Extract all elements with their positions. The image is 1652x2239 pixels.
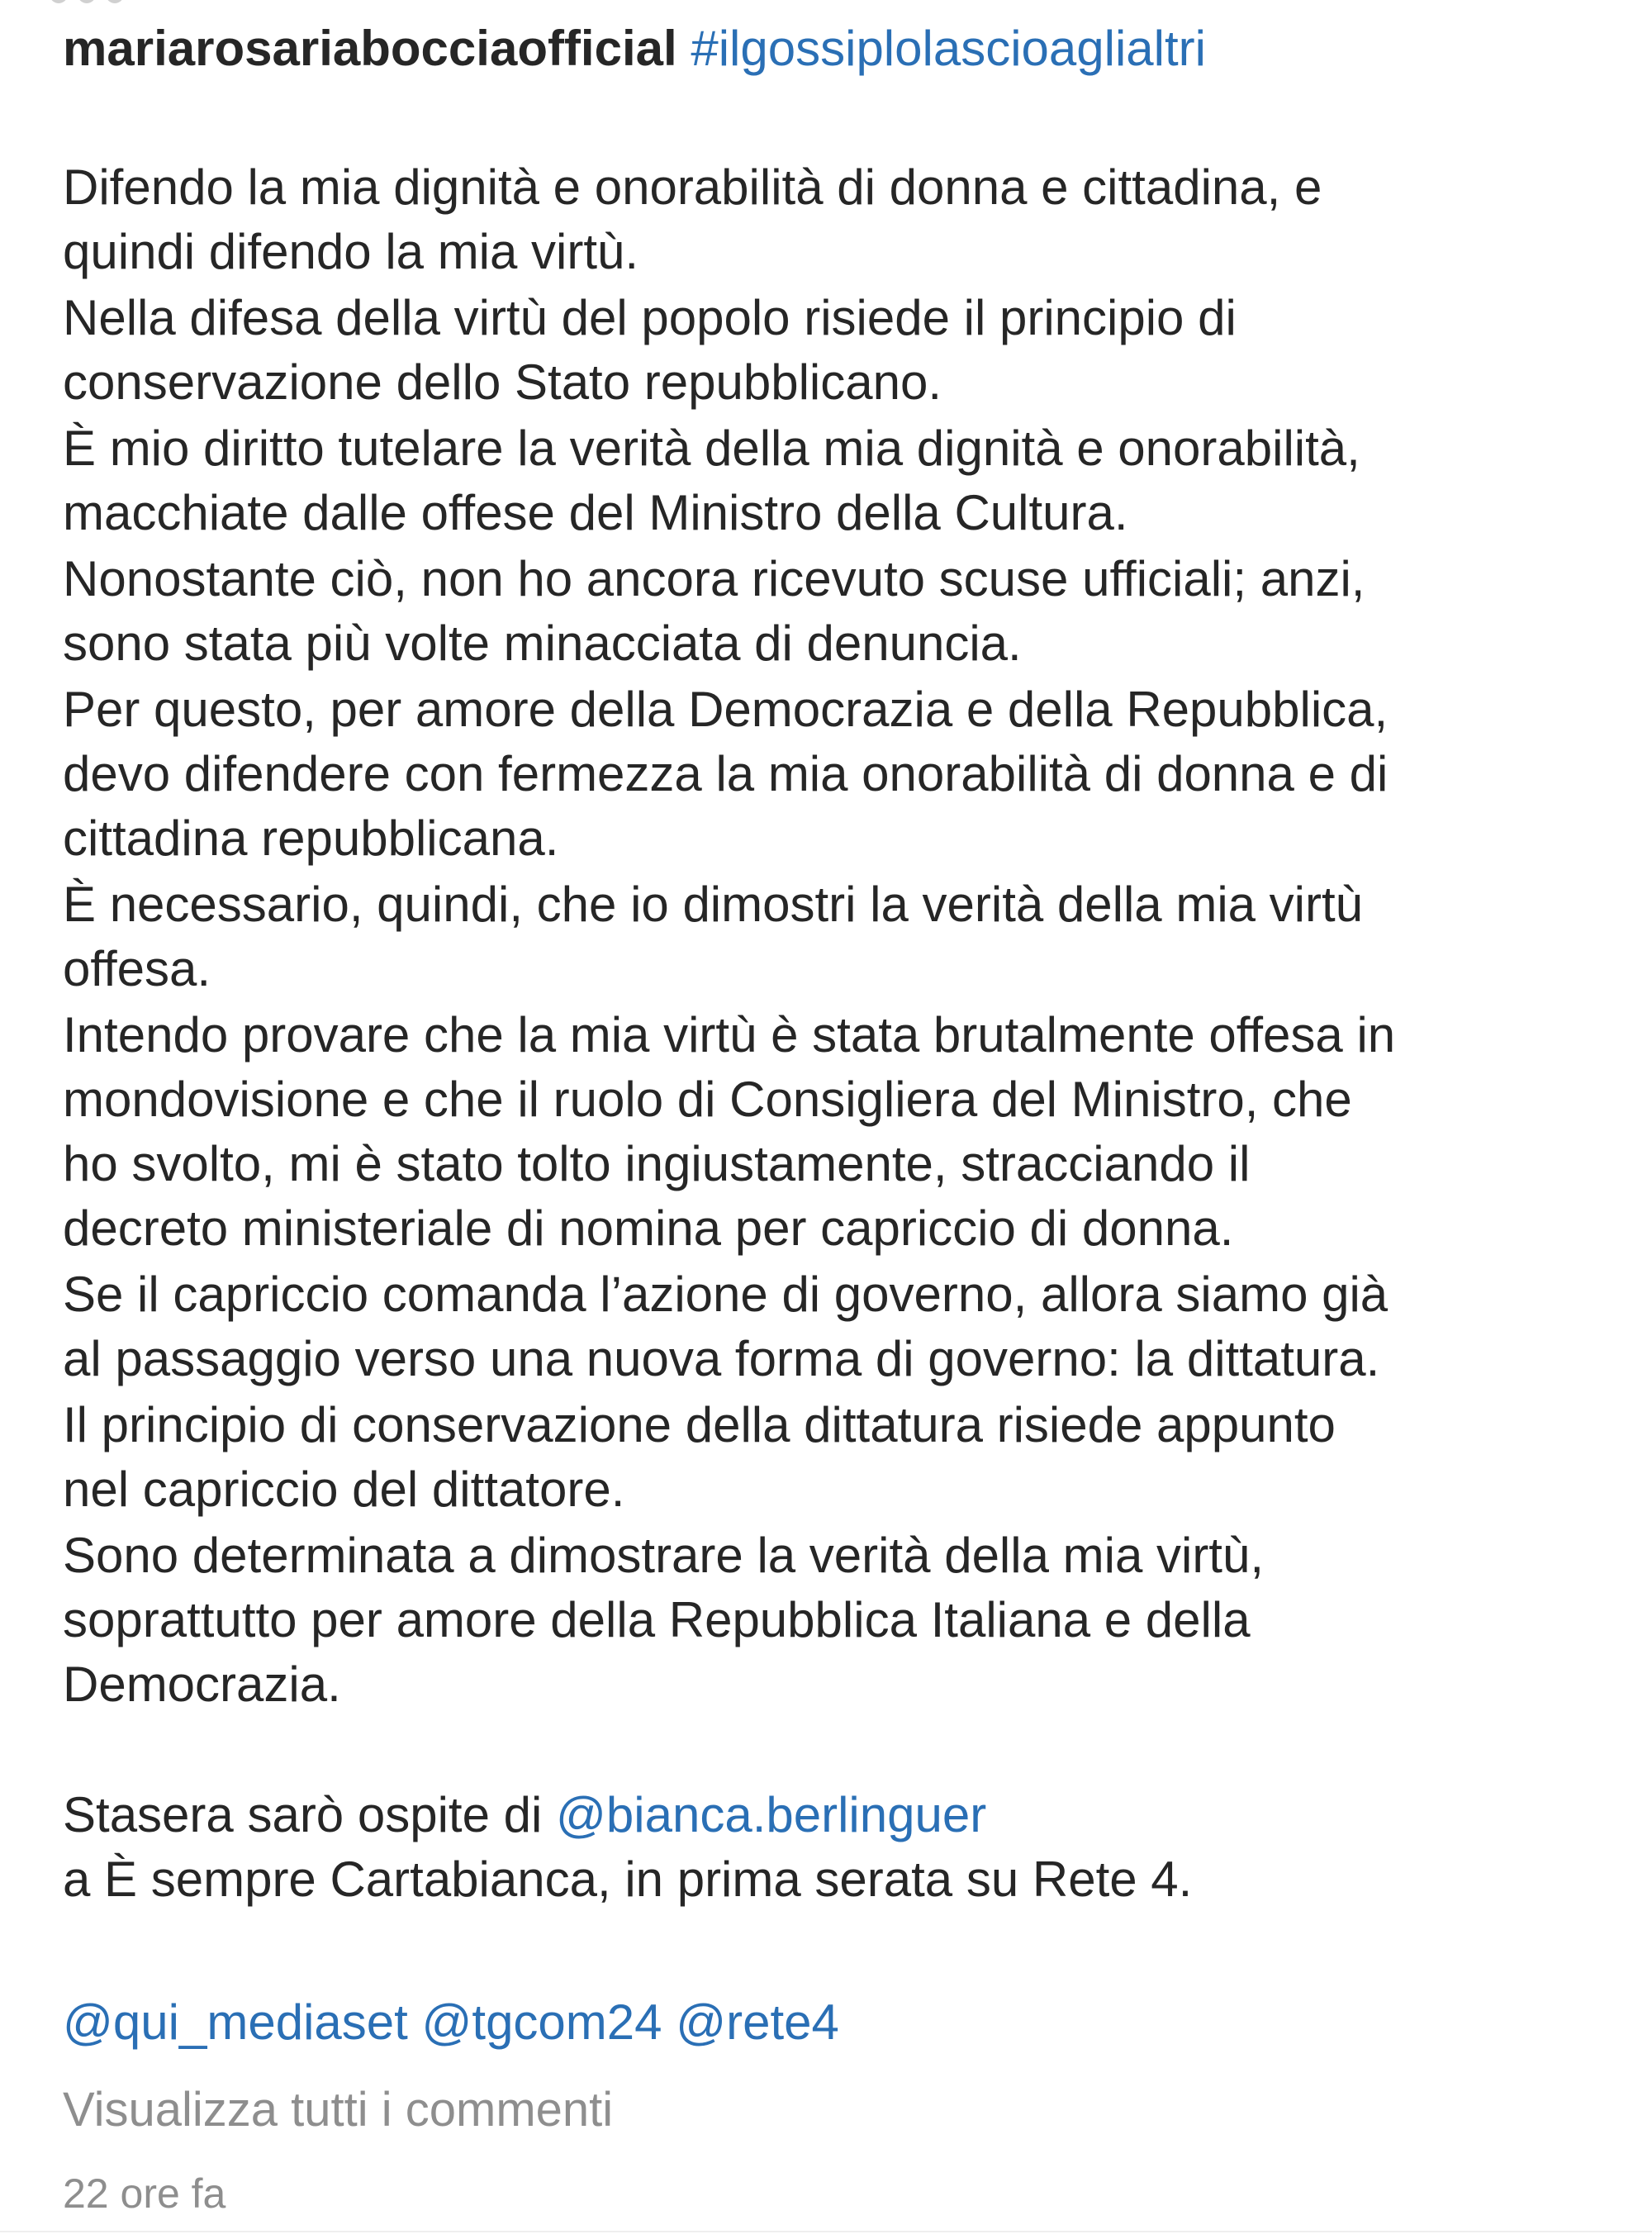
caption-paragraph — [63, 1524, 1599, 1717]
caption-line: È necessario, quindi, che io dimostri la verità della mia virtù — [63, 877, 1364, 932]
caption-paragraph — [63, 1262, 1599, 1391]
tonight-prefix: Stasera sarò ospite di — [63, 1787, 556, 1842]
mentions-row — [63, 1989, 839, 2056]
caption-line: Intendo provare che la mia virtù è stata brutalmente offesa in — [63, 1007, 1396, 1062]
caption-body — [63, 155, 1599, 1912]
caption-line: Nella difesa della virtù del popolo risiede il principio di — [63, 290, 1237, 345]
caption-line: mondovisione e che il ruolo di Consigliera del Ministro, che — [63, 1072, 1352, 1127]
post-timestamp: 22 ore fa — [63, 2170, 226, 2217]
tonight-line-2: a È sempre Cartabianca, in prima serata su Rete 4. — [63, 1852, 1193, 1907]
caption-line: Per questo, per amore della Democrazia e della Repubblica, — [63, 682, 1389, 737]
view-all-comments-link[interactable]: Visualizza tutti i commenti — [63, 2083, 614, 2137]
story-dots — [50, 0, 124, 7]
mention-link[interactable]: @bianca.berlinguer — [555, 1787, 987, 1842]
caption-line: sono stata più volte minacciata di denuncia. — [63, 616, 1022, 671]
caption-paragraph — [63, 1003, 1599, 1261]
caption-line: soprattutto per amore della Repubblica Italiana e della — [63, 1592, 1251, 1647]
caption-line: È mio diritto tutelare la verità della mia dignità e onorabilità, — [63, 421, 1360, 476]
caption-line: devo difendere con fermezza la mia onorabilità di donna e di — [63, 746, 1389, 801]
tonight-block — [63, 1783, 1599, 1912]
divider — [0, 2231, 1652, 2232]
caption-line: decreto ministeriale di nomina per capriccio di donna. — [63, 1200, 1234, 1256]
caption-line: macchiate dalle offese del Ministro della Cultura. — [63, 485, 1128, 540]
dot-icon — [106, 0, 124, 3]
caption-paragraph — [63, 677, 1599, 871]
caption-line: offesa. — [63, 941, 211, 996]
caption-line: al passaggio verso una nuova forma di governo: la dittatura. — [63, 1331, 1380, 1386]
dot-icon — [50, 0, 68, 3]
spacer — [63, 1718, 1599, 1783]
caption-paragraph — [63, 1393, 1599, 1522]
caption-line: Nonostante ciò, non ho ancora ricevuto scuse ufficiali; anzi, — [63, 551, 1365, 606]
username-link[interactable]: mariarosariabocciaofficial — [63, 21, 677, 76]
caption-line: Il principio di conservazione della dittatura risiede appunto — [63, 1397, 1336, 1452]
mention-link[interactable]: @qui_mediaset — [63, 1994, 408, 2050]
caption-paragraph — [63, 155, 1599, 284]
caption-paragraph — [63, 872, 1599, 1001]
caption-line: Sono determinata a dimostrare la verità della mia virtù, — [63, 1528, 1265, 1583]
caption-line: Se il capriccio comanda l’azione di governo, allora siamo già — [63, 1267, 1389, 1322]
caption-line: cittadina repubblicana. — [63, 811, 559, 866]
caption-line: conservazione dello Stato repubblicano. — [63, 354, 942, 410]
caption-line: Difendo la mia dignità e onorabilità di donna e cittadina, e — [63, 159, 1322, 215]
caption-line: nel capriccio del dittatore. — [63, 1462, 625, 1517]
caption-header — [63, 12, 1206, 86]
caption-paragraph — [63, 547, 1599, 676]
dot-icon — [78, 0, 96, 3]
caption-line: ho svolto, mi è stato tolto ingiustamente, stracciando il — [63, 1136, 1251, 1191]
mention-link[interactable]: @tgcom24 — [421, 1994, 662, 2050]
mention-link[interactable]: @rete4 — [676, 1994, 839, 2050]
caption-line: Democrazia. — [63, 1657, 341, 1712]
hashtag-link[interactable]: #ilgossiplolascioaglialtri — [691, 21, 1206, 76]
caption-line: quindi difendo la mia virtù. — [63, 224, 639, 279]
caption-paragraph — [63, 286, 1599, 415]
caption-paragraphs — [63, 155, 1599, 1717]
caption-paragraph — [63, 416, 1599, 545]
